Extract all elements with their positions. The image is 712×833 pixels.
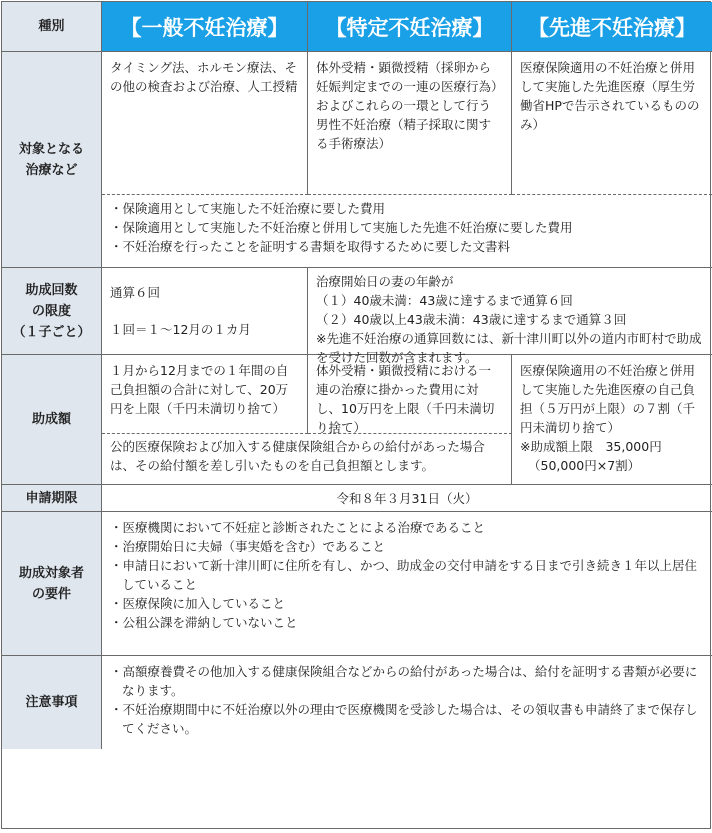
amount-advanced-cell — [512, 355, 712, 485]
advanced-treatment-header: 【先進不妊治療】 — [512, 2, 712, 52]
requirements-list — [110, 518, 704, 632]
limit-under-40: （１）40歳未満：43歳に達するまで通算６回 — [316, 293, 573, 308]
requirements-label: 助成対象者 の要件 — [2, 512, 102, 656]
category-header-label: 種別 — [2, 2, 102, 52]
limit-general-count: 通算６回 — [110, 285, 161, 300]
limit-note: ※先進不妊治療の通算回数には、新十津川町以外の道内市町村で助成を受けた回数が含まれます。 — [316, 331, 702, 365]
target-common-costs — [102, 195, 712, 268]
list-item: ・ 不妊治療期間中に不妊治療以外の理由で医療機関を受診した場合は、その領収書も申請終了まで保存してください。 — [110, 700, 704, 738]
list-item: ・ 医療機関において不妊症と診断されたことによる治療であること — [110, 518, 704, 537]
target-specific-text: 体外受精・顕微授精（採卵から妊娠判定までの一連の医療行為）およびこれらの一環として行う男性不妊治療（精子採取に関する手術療法） — [308, 52, 512, 195]
notes-label: 注意事項 — [2, 656, 102, 749]
general-treatment-header: 【一般不妊治療】 — [102, 2, 308, 52]
list-item: ・ 申請日において新十津川町に住所を有し、かつ、助成金の交付申請をする日まで引き続き１年以上居住していること — [110, 556, 704, 594]
target-treatment-label: 対象となる 治療など — [2, 52, 102, 268]
target-advanced-text: 医療保険適用の不妊治療と併用して実施した先進医療（厚生労働省HPで告示されているもののみ） — [512, 52, 712, 195]
list-item: ・ 不妊治療を行ったことを証明する書類を取得するために要した文書料 — [110, 237, 704, 256]
amount-advanced-text: 医療保険適用の不妊治療と併用して実施した先進医療の自己負担（５万円が上限）の７割（千円未満切り捨て） — [520, 363, 696, 435]
list-item: ・ 高額療養費その他加入する健康保険組合などからの給付があった場合は、給付を証明する書類が必要になります。 — [110, 662, 704, 700]
limit-general-cell — [102, 268, 308, 355]
amount-specific-text: 体外受精・顕微授精における一連の治療に掛かった費用に対し、10万円を上限（千円未満切り捨て） — [308, 355, 512, 434]
requirements-cell — [102, 512, 712, 656]
amount-general-text: １月から12月までの１年間の自己負担額の合計に対して、20万円を上限（千円未満切り捨て） — [102, 355, 308, 434]
target-general-text: タイミング法、ホルモン療法、その他の検査および治療、人工授精 — [102, 52, 308, 195]
target-common-list — [110, 199, 704, 256]
period-value: 令和８年３月31日（火） — [102, 485, 712, 512]
amount-label: 助成額 — [2, 355, 102, 485]
amount-advanced-cap: ※助成額上限 35,000円 — [520, 439, 662, 454]
list-item: ・ 治療開始日に夫婦（事実婚を含む）であること — [110, 537, 704, 556]
notes-cell — [102, 656, 712, 749]
limit-label: 助成回数 の限度 （１子ごと） — [2, 268, 102, 355]
limit-40-to-43: （２）40歳以上43歳未満：43歳に達するまで通算３回 — [316, 312, 627, 327]
period-label: 申請期限 — [2, 485, 102, 512]
limit-specific-cell — [308, 268, 712, 365]
list-item: ・ 保険適用として実施した不妊治療に要した費用 — [110, 199, 704, 218]
limit-general-period: １回＝１～12月の１カ月 — [110, 322, 251, 337]
amount-common-text: 公的医療保険および加入する健康保険組合からの給付があった場合は、その給付額を差し引いたものを自己負担額とします。 — [102, 434, 512, 485]
notes-list — [110, 662, 704, 738]
limit-age-intro: 治療開始日の妻の年齢が — [316, 274, 454, 289]
list-item: ・ 医療保険に加入していること — [110, 594, 704, 613]
amount-block — [102, 355, 712, 485]
subsidy-table — [1, 1, 711, 829]
list-item: ・ 保険適用として実施した不妊治療と併用して実施した先進不妊治療に要した費用 — [110, 218, 704, 237]
specific-treatment-header: 【特定不妊治療】 — [308, 2, 512, 52]
amount-advanced-calc: （50,000円×7割） — [528, 458, 641, 473]
list-item: ・ 公租公課を滞納していないこと — [110, 613, 704, 632]
